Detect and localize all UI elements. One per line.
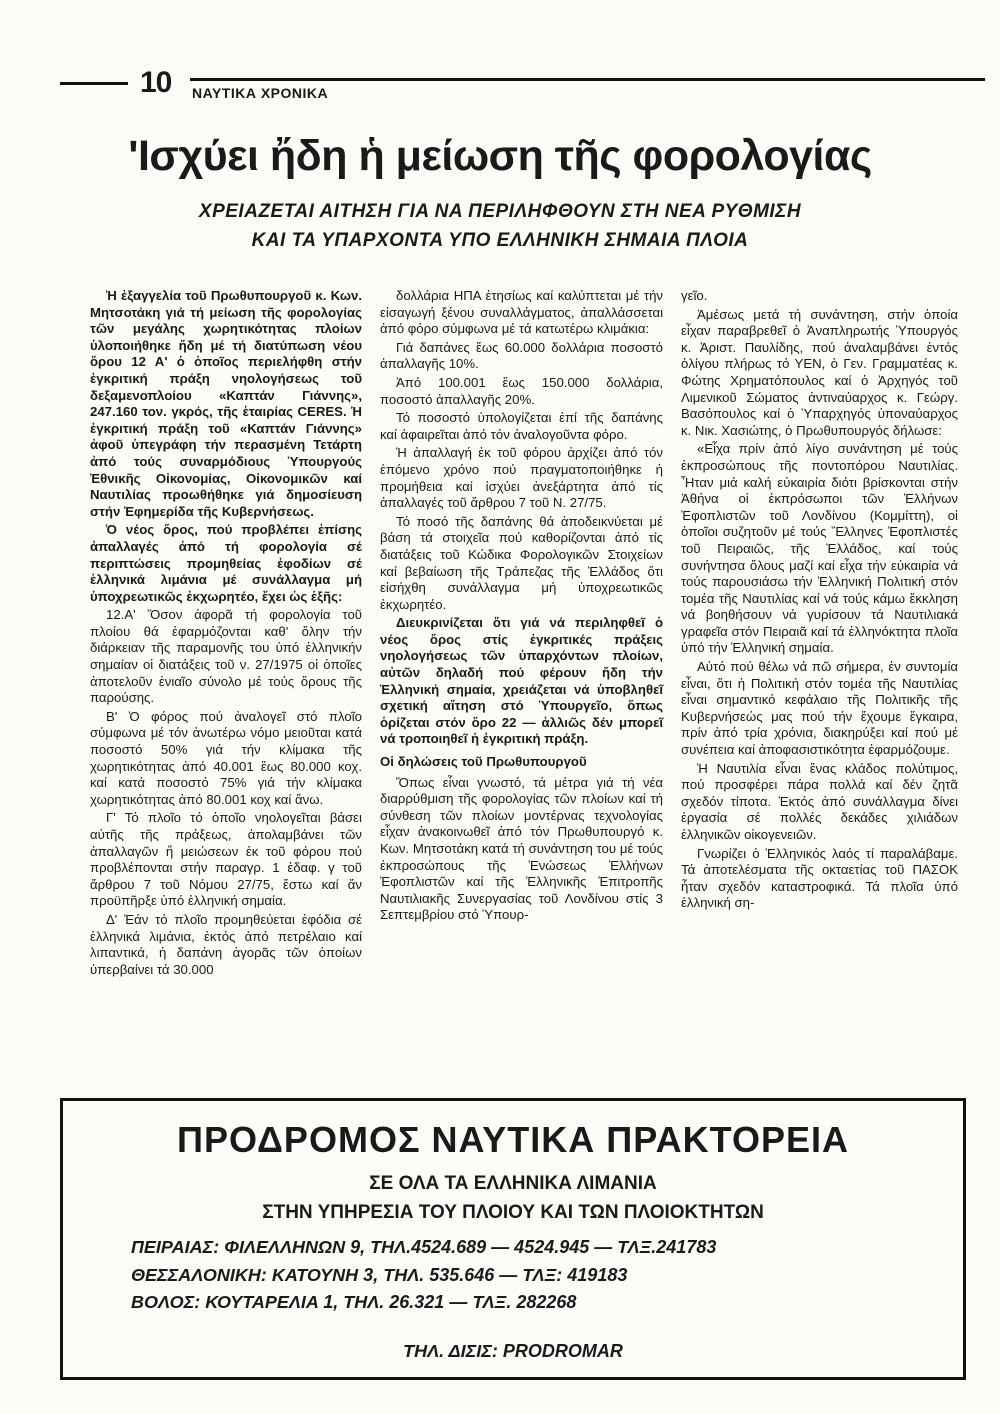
header-rule-left [60, 82, 128, 85]
paragraph: Ἡ Ναυτιλία εἶναι ἕνας κλάδος πολύτιμος, πού προσφέρει πάρα πολλά καί δέν ζητᾶ σχεδόν τίποτα. Ἐκτός ἀπό συνάλλαγμα δίνει ἐργασία σέ πολλές δεκάδες χιλιάδων ἑλληνικῶν οἰκογενειῶν. [681, 760, 958, 842]
paragraph: 12.Α' Ὅσον ἀφορᾶ τή φορολογία τοῦ πλοίου θά ἐφαρμόζονται καθ' ὅλην τήν διάρκειαν τῆς παραμονῆς του ὑπό ἑλληνικήν σημαίαν οἱ διατάξεις τοῦ ν. 27/1975 οἱ ὁποῖες ἀποτελοῦν ἑνιαῖο σύνολο μέ τούς ὅρους τῆς παρούσης. [90, 607, 362, 706]
paragraph: Ἀμέσως μετά τή συνάντηση, στήν ὁποία εἶχαν παραβρεθεῖ ὁ Ἀναπληρωτής Ὑπουργός κ. Ἀριστ. Παυλίδης, πού ἀναλαμβάνει ἐντός ὀλίγου πλήρως τό ΥΕΝ, ὁ Γεν. Γραμματέας κ. Φώτης Χρηματόπουλος καί ὁ Ἀρχηγός τοῦ Λιμενικοῦ Σώματος ἀντιναύαρχος κ. Γεώργ. Βασόπουλος καί ὁ Ὑπαρχηγός ὑποναύαρχος κ. Νικ. Χασιώτης, ὁ Πρωθυπουργός δήλωσε: [681, 306, 958, 438]
article-column-1 [90, 288, 362, 980]
paragraph: Ἡ ἀπαλλαγή ἐκ τοῦ φόρου ἀρχίζει ἀπό τόν ἑπόμενο χρόνο πού πραγματοποιήθηκε ἡ προμήθεια καί ἰσχύει ἀνεξάρτητα ἀπό τίς ἀπαλλαγές τοῦ ἄρθρου 7 τοῦ Ν. 27/75. [380, 445, 663, 511]
ad-telegraph: ΤΗΛ. ΔΙΣΙΣ: PRODROMAR [403, 1341, 623, 1361]
ad-address-piraeus: ΠΕΙΡΑΙΑΣ: ΦΙΛΕΛΛΗΝΩΝ 9, ΤΗΛ.4524.689 — 4524.945 — ΤΛΞ.241783 [131, 1237, 717, 1257]
paragraph: Ὁ νέος ὅρος, πού προβλέπει ἐπίσης ἀπαλλαγές ἀπό τή φορολογία σέ περιπτώσεις προμηθείας ἐφοδίων σέ ἑλληνικά λιμάνια μέ συνάλλαγμα μή ὑποχρεωτικῶς ἐκχωρητέο, ἔχει ὡς ἑξῆς: [90, 522, 362, 604]
article-subhead-1: ΧΡΕΙΑΖΕΤΑΙ ΑΙΤΗΣΗ ΓΙΑ ΝΑ ΠΕΡΙΛΗΦΘΟΥΝ ΣΤΗ ΝΕΑ ΡΥΘΜΙΣΗ [198, 201, 802, 222]
paragraph: Γνωρίζει ὁ Ἑλληνικός λαός τί παραλάβαμε. Τά ἀποτελέσματα τῆς οκταετίας τοῦ ΠΑΣΟΚ ἦταν σχεδόν καταστροφικά. Τά πλοῖα ὑπό ἑλληνική ση- [681, 845, 958, 911]
paragraph: Ἀπό 100.001 ἕως 150.000 δολλάρια, ποσοστό ἀπαλλαγῆς 20%. [380, 374, 663, 407]
newspaper-name: ΝΑΥΤΙΚΑ ΧΡΟΝΙΚΑ [192, 85, 329, 101]
paragraph: Τό ποσό τῆς δαπάνης θά ἀποδεικνύεται μέ βάση τά στοιχεῖα πού καθορίζονται ἀπό τίς διατάξεις τοῦ Κώδικα Φορολογικῶν Στοιχείων καί βεβαίωση τῆς Τράπεζας τῆς Ἑλλάδος ὅτι εἰσήχθη συνάλλαγμα μή ὑποχρεωτικῶς ἐκχωρητέο. [380, 513, 663, 612]
paragraph: γεῖο. [681, 288, 708, 303]
paragraph: Δ' Ἐάν τό πλοῖο προμηθεύεται ἐφόδια σέ ἑλληνικά λιμάνια, ἐκτός ἀπό πετρέλαιο καί λιπαντικά, ἡ δαπάνη ἀγορᾶς τῶν ὁποίων ὑπερβαίνει τά 30.000 [90, 911, 362, 977]
ad-address-thessaloniki: ΘΕΣΣΑΛΟΝΙΚΗ: ΚΑΤΟΥΝΗ 3, ΤΗΛ. 535.646 — ΤΛΞ: 419183 [131, 1265, 628, 1285]
paragraph: Διευκρινίζεται ὅτι γιά νά περιληφθεῖ ὁ νέος ὅρος στίς ἐγκριτικές πράξεις νηολογήσεως τῶν ὑπαρχόντων πλοίων, αὐτῶν δηλαδή πού φέρουν ἤδη τήν Ἑλληνική σημαία, χρειάζεται νά ὑποβληθεῖ σχετική αἴτηση στό Ὑπουργεῖο, ὅπως ὁρίζεται στόν ὅρο 22 — ἀλλιῶς δέν μπορεῖ νά τροποιηθεῖ ἡ ἐγκριτική πράξη. [380, 615, 663, 747]
article-subhead-2: ΚΑΙ ΤΑ ΥΠΑΡΧΟΝΤΑ ΥΠΟ ΕΛΛΗΝΙΚΗ ΣΗΜΑΙΑ ΠΛΟΙΑ [251, 230, 749, 251]
paragraph: Ἡ ἐξαγγελία τοῦ Πρωθυπουργοῦ κ. Κων. Μητσοτάκη γιά τή μείωση τῆς φορολογίας τῶν μεγάλης χωρητικότητας πλοίων ὑλοποιήθηκε ἤδη μέ τή διατύπωση νέου ὅρου 12 Α' ὁ ὁποῖος περιελήφθη στήν ἐγκριτική πράξη νηολογήσεως τοῦ δεξαμενοπλοίου «Καπτάν Γιάννης», 247.160 τον. γκρός, τῆς ἑταιρίας CERES. Ἡ ἐγκριτική πράξη τοῦ «Καπτάν Γιάννης» ἀφοῦ ὑπεγράφη τήν περασμένη Τετάρτη ἀπό τούς συναρμόδιους Ὑπουργούς Ἐθνικῆς Οἰκονομίας, Οἰκονομικῶν καί Ναυτιλίας προωθήθηκε γιά δημοσίευση στήν Ἐφημερίδα τῆς Κυβερνήσεως. [90, 288, 362, 519]
article-column-3 [681, 288, 958, 914]
paragraph: Γ' Τό πλοῖο τό ὁποῖο νηολογεῖται βάσει αὐτῆς τῆς πράξεως, ἀπολαμβάνει τῶν ἀπαλλαγῶν ἤ μειώσεων ἐκ τοῦ φόρου πού προβλέπονται στήν παραγρ. 1 ἐδαφ. γ τοῦ ἄρθρου 7 τοῦ Νόμου 27/75, ἔστω καί ἄν προϋπῆρξε ὑπό ἑλληνική σημαία. [90, 810, 362, 909]
article-headline: 'Ισχύει ἤδη ἡ μείωση τῆς φορολογίας [128, 132, 872, 180]
paragraph: Ὅπως εἶναι γνωστό, τά μέτρα γιά τή νέα διαρρύθμιση τῆς φορολογίας τῶν πλοίων καί τή σύνθεση τῶν πλοίων μοντέρνας τεχνολογίας εἶχαν ἀνακοινωθεῖ ἀπό τόν Πρωθυπουργό κ. Κων. Μητσοτάκη κατά τή συνάντηση του μέ τούς ἐκπροσώπους τῆς Ἑνώσεως Ἑλλήνων Ἐφοπλιστῶν καί τῆς Ἑλληνικῆς Ἐπιτροπῆς Ναυτιλιακῆς Συνεργασίας τοῦ Λονδίνου στίς 3 Σεπτεμβρίου στό Ὑπουρ- [380, 774, 663, 923]
ad-address-volos: ΒΟΛΟΣ: ΚΟΥΤΑΡΕΛΙΑ 1, ΤΗΛ. 26.321 — ΤΛΞ. 282268 [131, 1292, 577, 1312]
header-rule-right [190, 78, 985, 81]
advertisement-box [60, 1098, 966, 1380]
page-number: 10 [140, 66, 172, 99]
section-heading: Οἱ δηλώσεις τοῦ Πρωθυπουργοῦ [380, 754, 587, 770]
article-column-2 [380, 288, 663, 926]
ad-tagline-1: ΣΕ ΟΛΑ ΤΑ ΕΛΛΗΝΙΚΑ ΛΙΜΑΝΙΑ [369, 1173, 657, 1194]
ad-tagline-2: ΣΤΗΝ ΥΠΗΡΕΣΙΑ ΤΟΥ ΠΛΟΙΟΥ ΚΑΙ ΤΩΝ ΠΛΟΙΟΚΤΗΤΩΝ [262, 1202, 764, 1223]
paragraph: Β' Ὁ φόρος πού ἀναλογεῖ στό πλοῖο σύμφωνα μέ τόν ἀνωτέρω νόμο μειοῦται κατά ποσοστό 50% γιά τήν κλίμακα τῆς χωρητικότητας ἀπό 40.001 ἕως 80.000 κοχ. καί κατά ποσοστό 75% γιά τήν κλίμακα χωρητικότητας ἀπό 80.001 κοχ καί ἄνω. [90, 708, 362, 807]
paragraph: δολλάρια ΗΠΑ ἐτησίως καί καλύπτεται μέ τήν εἰσαγωγή ξένου συναλλάγματος, ἀπαλλάσσεται ἀπό φόρο σύμφωνα μέ τά κατωτέρω κλιμάκια: [380, 288, 663, 337]
paragraph: Αὐτό πού θέλω νά πῶ σήμερα, ἐν συντομία εἶναι, ὅτι ἡ Πολιτική στόν τομέα τῆς Ναυτιλίας εἶναι σημαντικό κεφάλαιο τῆς Πολιτικῆς τῆς Κυβερνήσεώς μας πού τήν ἔχουμε ἔγκαιρα, πρίν ἀπό τρία χρόνια, διακηρύξει καί πού μέ συνέπεια καί ἀποφασιστικότητα ἐφαρμόζουμε. [681, 659, 958, 758]
page-header [60, 66, 985, 101]
paragraph: «Εἶχα πρίν ἀπό λίγο συνάντηση μέ τούς ἐκπροσώπους τῆς ποντοπόρου Ναυτιλίας. Ἦταν μιά καλή εὐκαιρία διότι βρίσκονται στήν Ἀθήνα οἱ ἐκπρόσωποι τῶν Ἑλλήνων Ἐφοπλιστῶν τοῦ Λονδίνου (Κομμίττη), οἱ ὁποῖοι συζητοῦν μέ τούς Ἕλληνες Ἐφοπλιστές τοῦ Πειραιῶς, τῆς Ἑλλάδος, καί τούς συνήντησα ὅλους μαζί καί εἶχα τήν εὐκαιρία νά τούς παρουσιάσω τήν Ἑλληνική Πολιτική στόν τομέα τῆς Ναυτιλίας καί νά τούς κάμω ἔκκληση νά βοηθήσουν νά γυρίσουν τά Ναυτιλιακά γραφεῖα στόν Πειραιᾶ καί τά ἑλληνόκτητα πλοῖα ὑπό τήν Ἑλληνική σημαία. [681, 441, 958, 656]
paragraph: Γιά δαπάνες ἕως 60.000 δολλάρια ποσοστό ἀπαλλαγῆς 10%. [380, 339, 663, 372]
ad-title: ΠΡΟΔΡΟΜΟΣ ΝΑΥΤΙΚΑ ΠΡΑΚΤΟΡΕΙΑ [177, 1119, 849, 1160]
paragraph: Τό ποσοστό ὑπολογίζεται ἐπί τῆς δαπάνης καί ἀφαιρεῖται ἀπό τόν ἀναλογοῦντα φόρο. [380, 410, 663, 442]
